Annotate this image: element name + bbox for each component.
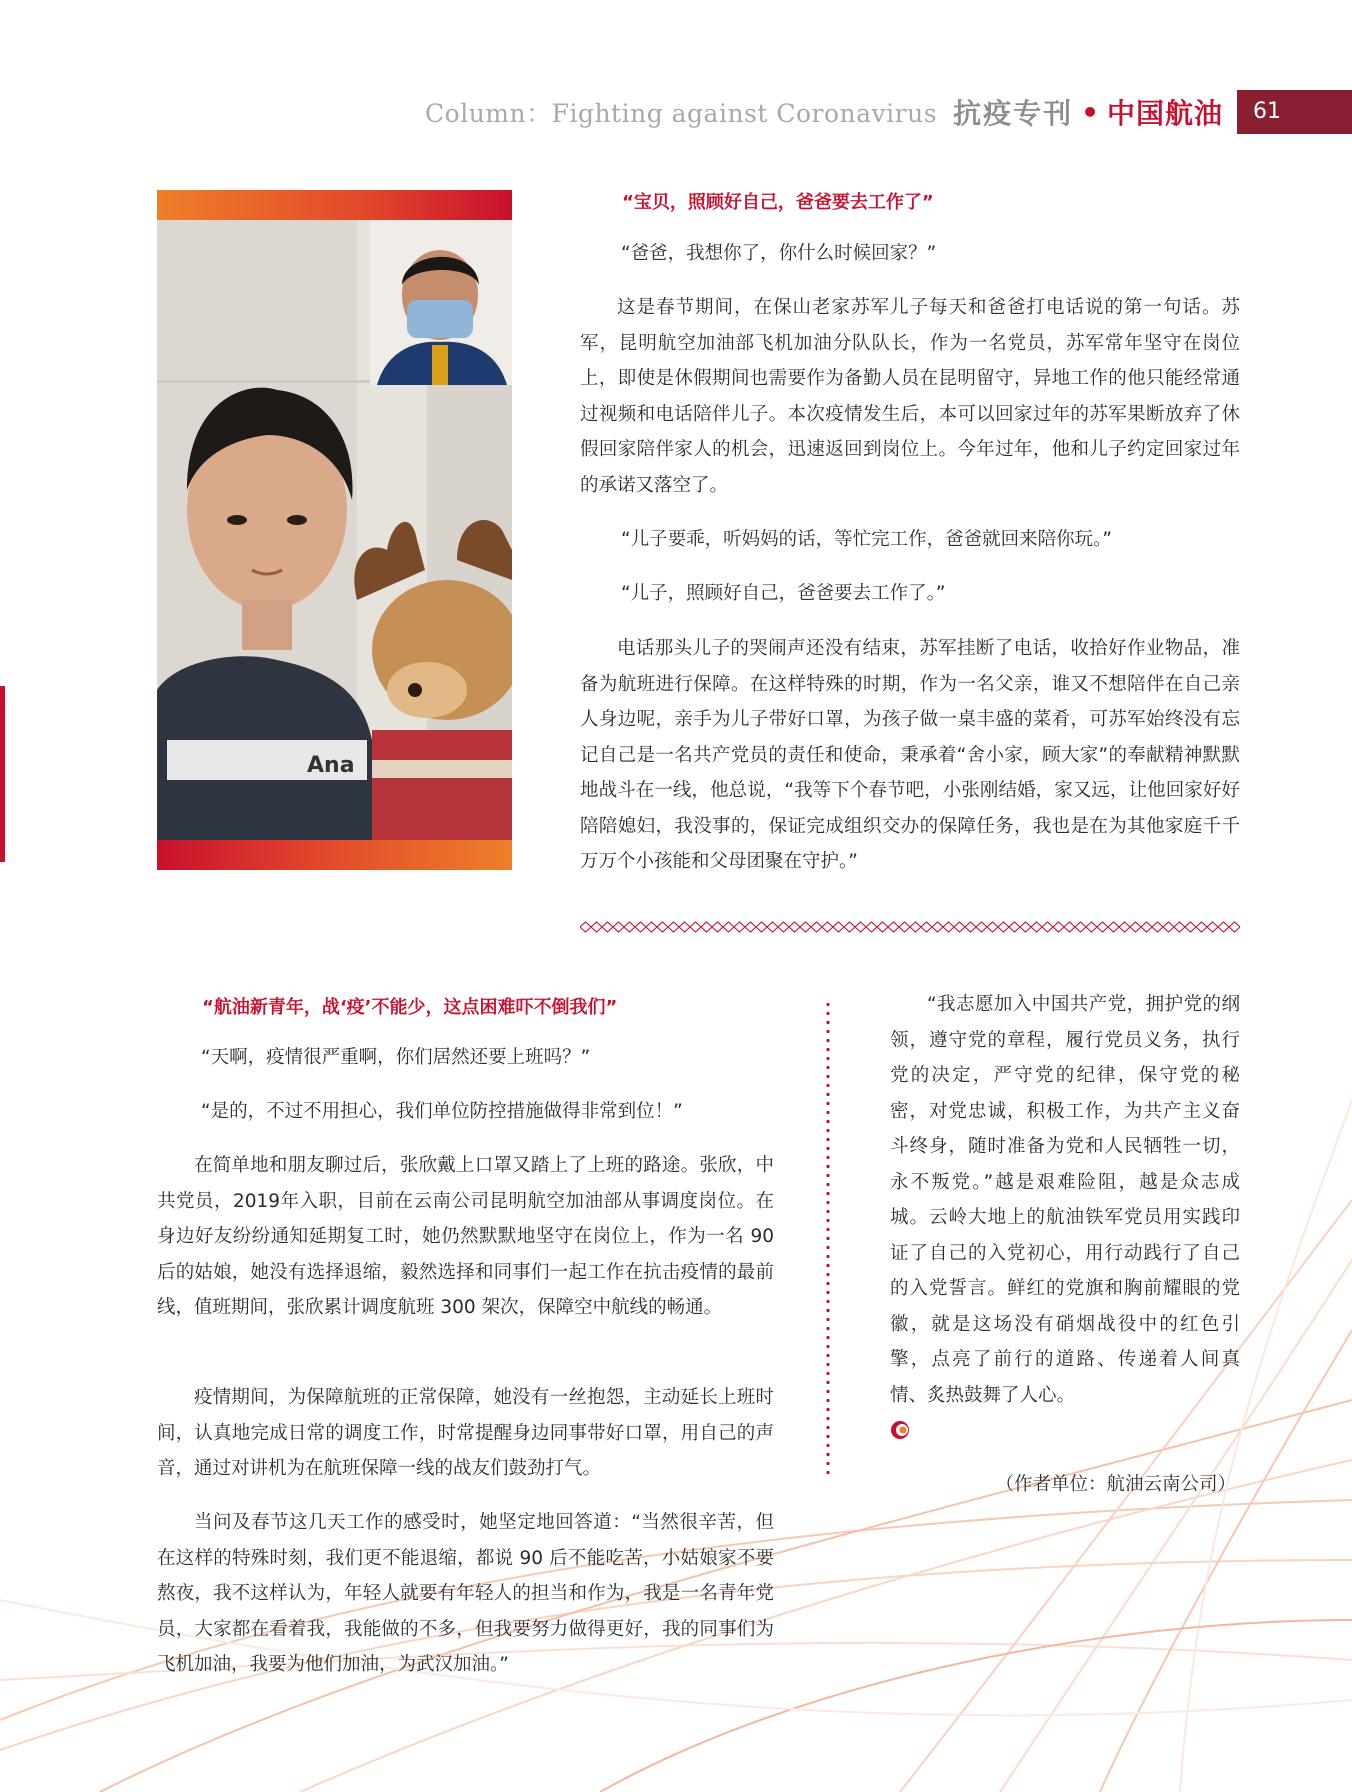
closing-paragraph: “我志愿加入中国共产党，拥护党的纲领，遵守党的章程，履行党员义务，执行党的决定，严守党的纪律，保守党的秘密，对党忠诚，积极工作，为共产主义奋斗终身，随时准备为党和人民牺牲一切，永不叛党。”越是艰难险阻，越是众志成城。云岭大地上的航油铁军党员用实践印证了自己的入党初心，用行动践行了自己的入党誓言。鲜红的党旗和胸前耀眼的党徽，就是这场没有硝烟战役中的红色引擎，点亮了前行的道路、传递着人间真情、炙热鼓舞了人心。 — [890, 994, 1240, 1406]
header-separator: • — [1081, 95, 1099, 129]
column-label: Column：Fighting against Coronavirus — [425, 99, 938, 128]
author-affiliation: （作者单位：航油云南公司） — [995, 1474, 1236, 1495]
svg-text:Ana: Ana — [307, 753, 355, 778]
story1-quote-1: “爸爸，我想你了，你什么时候回家？” — [621, 243, 937, 264]
photo-top-bar — [157, 190, 512, 220]
story2-paragraph-3: 当问及春节这几天工作的感受时，她坚定地回答道：“当然很辛苦，但在这样的特殊时刻，我们更不能退缩，都说 90 后不能吃苦，小姑娘家不要熬夜，我不这样认为，年轻人就要有年轻人的担当和作为，我是一名青年党员，大家都在看着我，我能做的不多，但我要努力做得更好，我的同事们为飞机加油，我要为他们加油，为武汉加油。” — [157, 1512, 774, 1675]
father-inset — [370, 220, 512, 385]
left-accent-bar — [0, 686, 5, 862]
running-header — [425, 88, 1352, 136]
end-mark-icon — [890, 1420, 910, 1440]
video-call-photo — [157, 190, 512, 870]
column-divider-dots — [826, 1000, 830, 1480]
story1-quote-3: “儿子，照顾好自己，爸爸要去工作了。” — [621, 583, 946, 604]
video-call-illustration — [157, 220, 512, 840]
special-issue-label: 抗疫专刊 — [953, 97, 1074, 130]
story1-quote-2: “儿子要乖，听妈妈的话，等忙完工作，爸爸就回来陪你玩。” — [621, 529, 1112, 550]
brand-name: 中国航油 — [1106, 97, 1223, 130]
story1-paragraph-2: 电话那头儿子的哭闹声还没有结束，苏军挂断了电话，收拾好作业物品，准备为航班进行保障。在这样特殊的时期，作为一名父亲，谁又不想陪伴在自己亲人身边呢，亲手为儿子带好口罩，为孩子做一桌丰盛的菜肴，可苏军始终没有忘记自己是一名共产党员的责任和使命，秉承着“舍小家，顾大家”的奉献精神默默地战斗在一线，他总说，“我等下个春节吧，小张刚结婚，家又远，让他回家好好陪陪媳妇，我没事的，保证完成组织交办的保障任务，我也是在为其他家庭千千万万个小孩能和父母团聚在守护。” — [580, 638, 1240, 872]
page-number: 61 — [1237, 90, 1352, 134]
story2-paragraph-2: 疫情期间，为保障航班的正常保障，她没有一丝抱怨，主动延长上班时间，认真地完成日常的调度工作，时常提醒身边同事带好口罩，用自己的声音，通过对讲机为在航班保障一线的战友们鼓劲打气。 — [157, 1387, 774, 1479]
section-divider — [580, 920, 1240, 934]
photo-bottom-bar — [157, 840, 512, 870]
story1-paragraph-1: 这是春节期间，在保山老家苏军儿子每天和爸爸打电话说的第一句话。苏军，昆明航空加油部飞机加油分队队长，作为一名党员，苏军常年坚守在岗位上，即使是休假期间也需要作为备勤人员在昆明留守，异地工作的他只能经常通过视频和电话陪伴儿子。本次疫情发生后，本可以回家过年的苏军果断放弃了休假回家陪伴家人的机会，迅速返回到岗位上。今年过年，他和儿子约定回家过年的承诺又落空了。 — [580, 297, 1240, 496]
story2-paragraph-1: 在简单地和朋友聊过后，张欣戴上口罩又踏上了上班的路途。张欣，中共党员，2019年入职，目前在云南公司昆明航空加油部从事调度岗位。在身边好友纷纷通知延期复工时，她仍然默默地坚守在岗位上，作为一名 90 后的姑娘，她没有选择退缩，毅然选择和同事们一起工作在抗击疫情的最前线，值班期间，张欣累计调度航班 300 架次，保障空中航线的畅通。 — [157, 1155, 774, 1318]
story2-title: “航油新青年，战‘疫’不能少，这点困难吓不倒我们” — [202, 997, 618, 1018]
story2-quote-1: “天啊，疫情很严重啊，你们居然还要上班吗？” — [201, 1047, 591, 1068]
story2-quote-2: “是的，不过不用担心，我们单位防控措施做得非常到位！” — [201, 1101, 683, 1122]
story1-title: “宝贝，照顾好自己，爸爸要去工作了” — [622, 192, 934, 213]
